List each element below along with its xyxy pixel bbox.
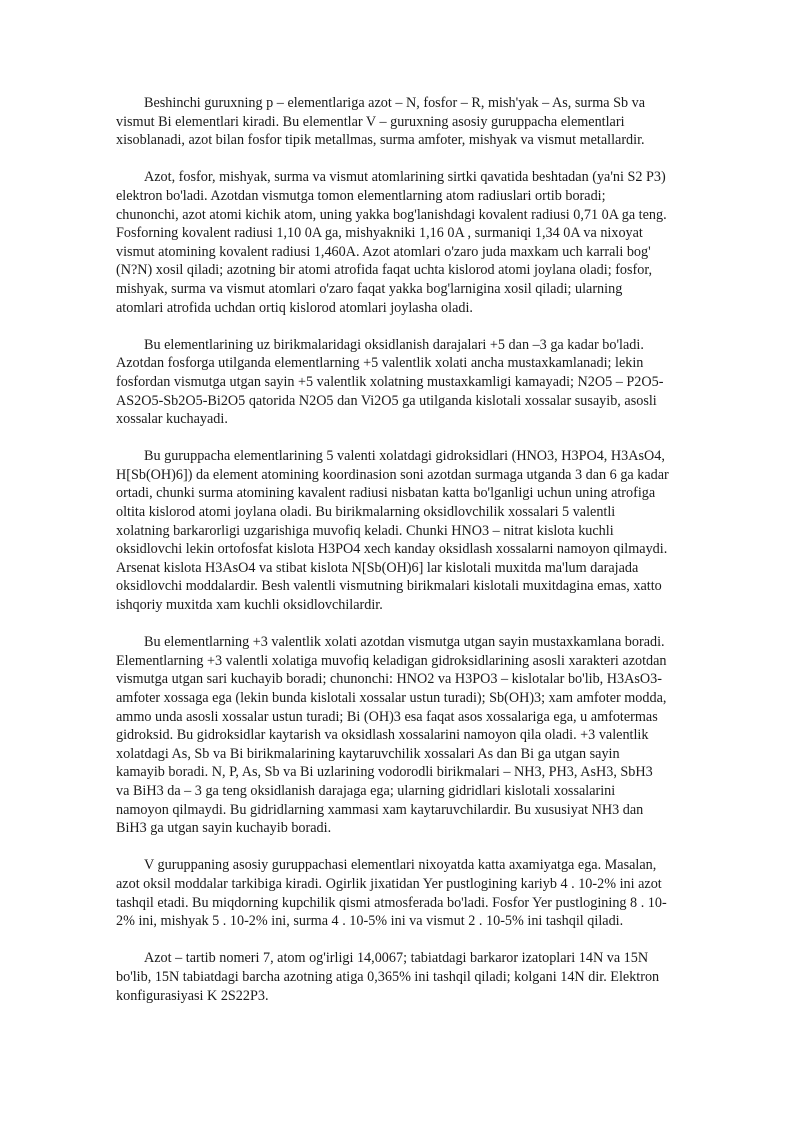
paragraph xyxy=(116,168,712,317)
text-line: ishqoriy muxitda xam kuchli oksidlovchilardir. xyxy=(116,597,383,614)
text-line: azot oksil moddalar tarkibiga kiradi. Ogirlik jixatidan Yer pustlogining kariyb 4 . 10-2% ini azot xyxy=(116,875,662,892)
text-line: fosfordan vismutga utgan sayin +5 valentlik xolatning mustaxkamligi kamayadi; N2O5 – P2O5- xyxy=(116,373,664,390)
text-line: mishyak, surma va vismut atomlari o'zaro faqat yakka bog'larnigina xosil qiladi; ularning xyxy=(116,280,623,297)
text-line: Elementlarning +3 valentli xolatiga muvofiq keladigan gidroksidlarining asosli xarakteri azotdan xyxy=(116,652,667,669)
text-line: namoyon qilmaydi. Bu gidridlarning xammasi xam kaytaruvchilardir. Bu xususiyat NH3 dan xyxy=(116,801,644,818)
paragraph xyxy=(116,633,712,838)
text-line: Azot, fosfor, mishyak, surma va vismut atomlarining sirtki qavatida beshtadan (ya'ni S2 P3) xyxy=(144,169,666,186)
text-line: vismut Bi elementlari kiradi. Bu elementlar V – guruxning asosiy guruppacha elementlari xyxy=(116,113,625,130)
text-line: kamayib boradi. N, P, As, Sb va Bi uzlarining vodorodli birikmalari – NH3, PH3, AsH3, SbH3 xyxy=(116,764,653,781)
text-line: atomlari atrofida uchdan ortiq kislorod atomlari joylasha oladi. xyxy=(116,299,473,316)
text-line: xolatning barkarorligi uzgarishiga muvofiq keladi. Chunki HNO3 – nitrat kislota kuchli xyxy=(116,522,614,539)
text-line: bo'lib, 15N tabiatdagi barcha azotning atiga 0,365% ini tashqil qiladi; kolgani 14N dir. Elektron xyxy=(116,968,660,985)
document-page xyxy=(116,94,712,1024)
text-line: vismutga utgan sari kuchayib boradi; chunonchi: HNO2 va H3PO3 – kislotalar bo'lib, H3AsO3- xyxy=(116,671,662,688)
paragraph xyxy=(116,447,712,614)
text-line: Bu elementlarning +3 valentlik xolati azotdan vismutga utgan sayin mustaxkamlana boradi. xyxy=(144,634,665,651)
text-line: Azotdan fosforga utilganda elementlarning +5 valentlik xolati ancha mustaxkamlanadi; lekin xyxy=(116,355,644,372)
paragraph xyxy=(116,856,712,930)
text-line: 2% ini, mishyak 5 . 10-2% ini, surma 4 . 10-5% ini va vismut 2 . 10-5% ini tashqil qiladi. xyxy=(116,913,624,930)
text-line: Beshinchi guruxning p – elementlariga azot – N, fosfor – R, mish'yak – As, surma Sb va xyxy=(144,95,646,111)
text-line: ortadi, chunki surma atomining kavalent radiusi nisbatan katta bo'lganligi uchun uning atrofiga xyxy=(116,485,656,502)
text-line: konfigurasiyasi K 2S22P3. xyxy=(116,987,269,1004)
text-line: AS2O5-Sb2O5-Bi2O5 qatorida N2O5 dan Vi2O5 ga utilganda kislotali xossalar susayib, asosli xyxy=(116,392,657,409)
text-line: amfoter xossaga ega (lekin bunda kislotali xossalar ustun turadi); Sb(OH)3; xam amfoter modda, xyxy=(116,690,667,706)
text-line: Azot – tartib nomeri 7, atom og'irligi 14,0067; tabiatdagi barkaror izatoplari 14N va 15N xyxy=(144,950,649,967)
text-line: oksidlovchi moddalardir. Besh valentli vismutning birikmalari kislotali muxitdagina emas, xatto xyxy=(116,578,662,595)
text-line: H[Sb(OH)6]) da element atomining koordinasion soni azotdan surmaga utganda 3 dan 6 ga kadar xyxy=(116,466,669,483)
text-line: xisoblanadi, azot bilan fosfor tipik metallmas, surma amfoter, mishyak va vismut metallardir. xyxy=(116,132,645,149)
text-line: ammo unda asosli xossalar ustun turadi; Bi (OH)3 esa faqat asos xossalariga ega, u amfotermas xyxy=(116,708,658,725)
text-line: Arsenat kislota H3AsO4 va stibat kislota N[Sb(OH)6] lar kislotali muxitda ma'lum darajada xyxy=(116,559,639,576)
text-line: vismut atomining kovalent radiusi 1,460A. Azot atomlari o'zaro juda maxkam uch karrali bog' xyxy=(116,243,651,260)
text-line: (N?N) xosil qiladi; azotning bir atomi atrofida faqat uchta kislorod atomi joylana oladi; fosfor, xyxy=(116,262,653,279)
text-line: chunonchi, azot atomi kichik atom, uning yakka bog'lanishdagi kovalent radiusi 0,71 0A ga teng. xyxy=(116,206,667,223)
text-line: Bu elementlarining uz birikmalaridagi oksidlanish darajalari +5 dan –3 ga kadar bo'ladi. xyxy=(144,336,644,353)
text-line: gidroksid. Bu gidroksidlar kaytarish va oksidlash xossalarini namoyon qila oladi. +3 valentlik xyxy=(116,727,649,744)
text-line: xolatdagi As, Sb va Bi birikmalarining kaytaruvchilik xossalari As dan Bi ga utgan sayin xyxy=(116,745,620,762)
text-line: va BiH3 da – 3 ga teng oksidlanish darajaga ega; ularning gidridlari kislotali xossalarini xyxy=(116,782,616,799)
text-line: V guruppaning asosiy guruppachasi elementlari nixoyatda katta axamiyatga ega. Masalan, xyxy=(144,857,657,874)
paragraph xyxy=(116,94,712,150)
paragraph xyxy=(116,336,712,429)
text-line: elektron bo'ladi. Azotdan vismutga tomon elementlarning atom radiuslari ortib boradi; xyxy=(116,187,606,204)
paragraph xyxy=(116,949,712,1005)
text-line: Bu guruppacha elementlarining 5 valenti xolatdagi gidroksidlari (HNO3, H3PO4, H3AsO4, xyxy=(144,448,665,465)
text-line: oksidlovchi lekin ortofosfat kislota H3PO4 xech kanday oksidlash xossalarni namoyon qilmaydi. xyxy=(116,541,668,558)
text-line: Fosforning kovalent radiusi 1,10 0A ga, mishyakniki 1,16 0A , surmaniqi 1,34 0A va nixoyat xyxy=(116,225,643,242)
text-line: xossalar kuchayadi. xyxy=(116,411,228,428)
text-line: oltita kislorod atomi joylana oladi. Bu birikmalarning oksidlovchilik xossalari 5 valentli xyxy=(116,504,616,521)
text-line: tashqil etadi. Bu miqdorning kupchilik qismi atmosferada bo'ladi. Fosfor Yer pustlogining 8 . 10- xyxy=(116,894,667,911)
text-line: BiH3 ga utgan sayin kuchayib boradi. xyxy=(116,820,332,837)
